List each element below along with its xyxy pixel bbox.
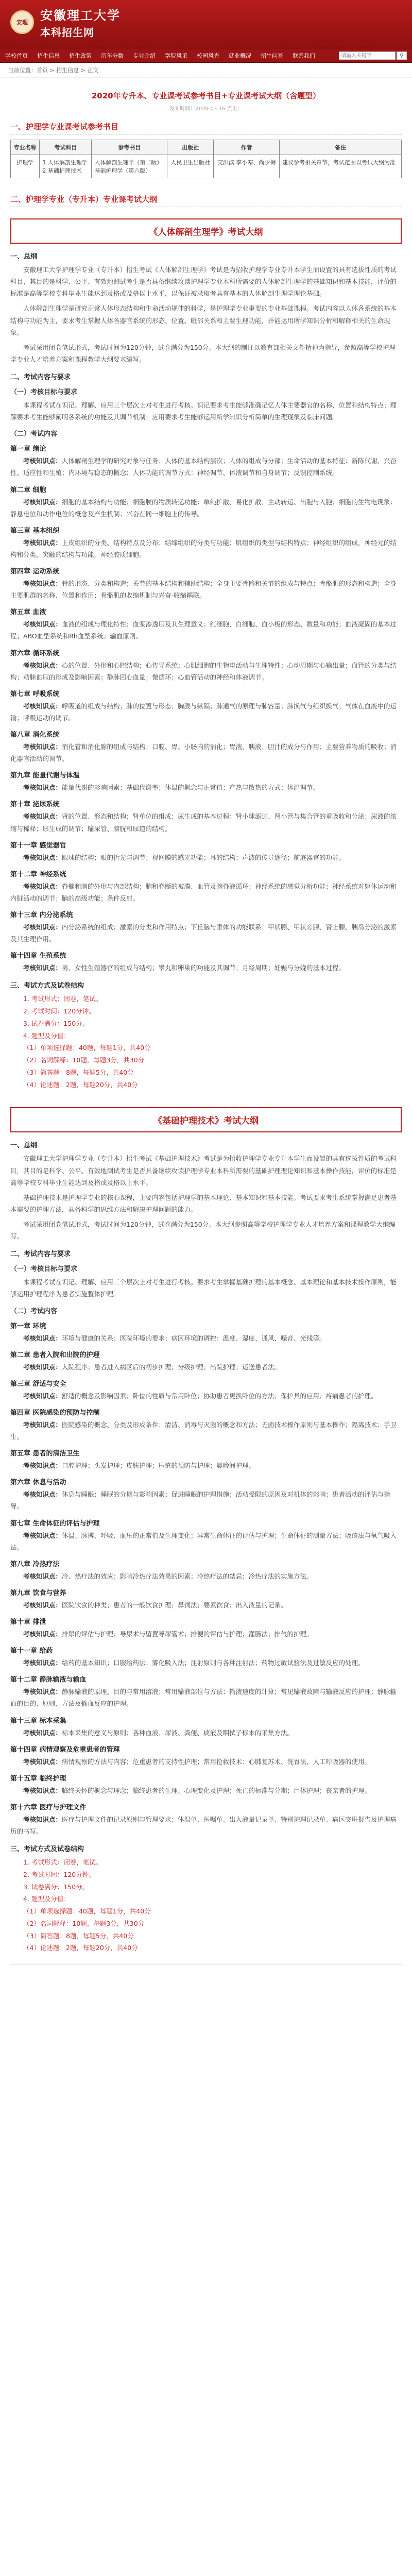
article [10, 78, 402, 1980]
site-header [0, 0, 412, 49]
chapter-description: 男、女性生殖器官的组成与结构；睾丸和卵巢的功能及其调节；月经周期；妊娠与分娩的基本过程。 [62, 964, 346, 972]
chapter-description: 休息与睡眠；睡眠的分期与影响因素；促进睡眠的护理措施；活动受限的原因及对机体的影响；患者活动的评估与指导。 [10, 1490, 390, 1511]
exam-item: （2）名词解释：10题，每题3分，共30分 [23, 1919, 145, 1927]
search-input[interactable] [339, 52, 396, 60]
chapter-title: 第十一章 给药 [10, 1647, 53, 1655]
chapter-content [10, 1814, 402, 1837]
chapter-title: 第四章 运动系统 [10, 568, 60, 575]
chapter-title: 第五章 患者的清洁卫生 [10, 1450, 80, 1458]
chapter-content [10, 852, 402, 863]
exam-item: （4）论述题：2题，每题20分，共40分 [23, 1944, 138, 1952]
chapter-description: 脊髓和脑的外形与内部结构；脑和脊髓的被膜、血管及脑脊液循环；神经系统的感觉分析功能；神经系统对躯体运动和内脏活动的调节；脑的高级功能；条件反射。 [10, 882, 397, 902]
chapter-content [10, 455, 402, 479]
logo[interactable] [10, 5, 402, 39]
chapter-description: 体温、脉搏、呼吸、血压的正常值及生理变化；异常生命体征的评估与护理；生命体征的测量方法；吸痰法与氧气吸入法。 [10, 1531, 397, 1551]
nav-item[interactable]: 校园风光 [197, 53, 219, 59]
chapter-label: 考核知识点： [23, 882, 62, 890]
chapter-list [10, 443, 402, 974]
chapter-description: 医院感染的概念、分类及形成条件；清洁、消毒与灭菌的概念和方法；无菌技术操作原则与基本操作；隔离技术；手卫生。 [10, 1420, 397, 1440]
exam-item: 2. 考试时间：120分钟。 [23, 1007, 95, 1015]
page-title: 2020年专升本、专业课考试参考书目+专业课考试大纲（含题型） [91, 91, 321, 100]
nav-item[interactable]: 就业概况 [229, 53, 251, 59]
chapter-label: 考核知识点： [23, 923, 62, 931]
search-box [339, 52, 407, 60]
chapter-title: 第一章 环境 [10, 1322, 46, 1330]
column-header: 参考书目 [92, 140, 167, 155]
chapter-label: 考核知识点： [23, 1531, 62, 1539]
chapter-content [10, 1570, 402, 1582]
chapter-label: 考核知识点： [23, 1815, 62, 1823]
chapter-description: 呼吸道的组成与结构；肺的位置与形态；胸膜与纵隔；肺通气的原理与肺容量；肺换气与组织换气；气体在血液中的运输；呼吸运动的调节。 [10, 702, 397, 722]
column-header: 考试科目 [40, 140, 92, 155]
chapter-description: 临终关怀的概念与理念；临终患者的生理、心理变化及护理；死亡的标准与分期；尸体护理；丧亲者的护理。 [62, 1786, 371, 1794]
chapter-label: 考核知识点： [23, 1757, 62, 1766]
outline-subheading: （一）考核目标与要求 [10, 388, 78, 396]
column-header: 专业名称 [11, 140, 40, 155]
site-title: 安徽理工大学 [40, 8, 121, 23]
column-header: 备注 [280, 140, 402, 155]
paragraph: 考试采用闭卷笔试形式，考试时间为120分钟，试卷满分为150分。本大纲的制订以教育部相关文件精神为指导，参照高等学校护理学专业人才培养方案和课程教学大纲要求编写。 [10, 343, 396, 363]
chapter-label: 考核知识点： [23, 1688, 62, 1696]
exam-item: 2. 考试时间：120分钟。 [23, 1870, 95, 1878]
chapter-title: 第十三章 标本采集 [10, 1717, 66, 1725]
chapter-title: 第九章 能量代谢与体温 [10, 772, 80, 780]
chapter-label: 考核知识点： [23, 964, 62, 972]
nav-item[interactable]: 历年分数 [101, 53, 124, 59]
paragraph: 基础护理技术是护理学专业的核心课程，主要内容包括护理学的基本理论、基本知识和基本技能。考试要求考生系统掌握满足患者基本需要的护理方法，具备科学的思维方法和解决护理问题的能力。 [10, 1193, 397, 1213]
paragraph: 考试采用闭卷笔试形式，考试时间为120分钟，试卷满分为150分。本大纲参照高等学校护理学专业人才培养方案和课程教学大纲编写。 [10, 1221, 396, 1241]
nav-item[interactable]: 招生政策 [69, 53, 92, 59]
nav-item[interactable]: 专业介绍 [133, 53, 156, 59]
chapter-title: 第六章 循环系统 [10, 649, 60, 657]
chapter-content [10, 1657, 402, 1669]
chapter-content [10, 618, 402, 642]
chapter-title: 第一章 绪论 [10, 445, 46, 453]
chapter-title: 第三章 基本组织 [10, 527, 60, 535]
chapter-description: 细胞的基本结构与功能；细胞膜的物质转运功能：单纯扩散、易化扩散、主动转运、出胞与入胞；细胞的生物电现象：静息电位和动作电位的概念及产生机制；兴奋在同一细胞上的传导。 [10, 498, 397, 518]
chapter-title: 第十二章 神经系统 [10, 870, 66, 878]
chapter-description: 排尿的评估与护理；导尿术与留置导尿管术；排便的评估与护理；灌肠法；排气的护理。 [62, 1630, 313, 1638]
chapter-content [10, 1599, 402, 1611]
main-nav [0, 49, 412, 63]
chapter-content [10, 1390, 402, 1402]
outline-heading: 三、考试方式及试卷结构 [10, 982, 84, 990]
chapter-label: 考核知识点： [23, 457, 62, 465]
chapter-title: 第十四章 生殖系统 [10, 952, 66, 960]
chapter-label: 考核知识点： [23, 498, 62, 506]
outline-subheading: （二）考试内容 [10, 1307, 58, 1315]
outline-heading: 一、总纲 [10, 253, 38, 261]
table-header-row [11, 140, 402, 155]
chapter-description: 医院饮食的种类；患者的一般饮食护理；鼻饲法；要素饮食；出入液量的记录。 [62, 1601, 287, 1609]
chapter-title: 第九章 饮食与营养 [10, 1589, 66, 1597]
outline-subheading: （二）考试内容 [10, 430, 58, 438]
outline-heading: 二、考试内容与要求 [10, 1250, 71, 1259]
chapter-title: 第十章 泌尿系统 [10, 801, 60, 809]
chapter-label: 考核知识点： [23, 1630, 62, 1638]
chapter-label: 考核知识点： [23, 702, 62, 710]
outline-title: 《人体解剖生理学》考试大纲 [10, 218, 402, 244]
outline-heading: 三、考试方式及试卷结构 [10, 1845, 84, 1854]
chapter-title: 第八章 消化系统 [10, 731, 60, 739]
table-cell: 1.人体解剖生理学 2.基础护理技术 [40, 155, 92, 178]
chapter-label: 考核知识点： [23, 1420, 62, 1429]
chapter-description: 静脉输液的原理、目的与常用溶液；常用输液部位与方法；输液速度的计算；常见输液故障与输液反应的护理；静脉输血的目的、原则、方法及输血反应的护理。 [10, 1688, 397, 1708]
chapter-title: 第十五章 临终护理 [10, 1774, 66, 1783]
chapter-title: 第八章 冷热疗法 [10, 1560, 60, 1568]
paragraph: 安徽理工大学护理学专业（专升本）招生考试《基础护理技术》考试是为招收护理学专业专升本学生而设置的具有选拔性质的考试科目，其目的是科学、公平、有效地测试考生是否具备继续攻读护理学专业本科所需要的基础护理理论知识和基本操作技能，评价的标准是高等学校专科毕业生能达到及格或及格以上水平。 [10, 1155, 397, 1187]
table-cell: 艾洪滨 李小寒、尚少梅 [214, 155, 280, 178]
chapter-description: 骨的形态、分类和构造；关节的基本结构和辅助结构；全身主要骨骼和关节的组成与特点；骨骼肌的形态和构造；全身主要肌群的名称、位置和作用；骨骼肌的收缩机制与兴奋-收缩耦联。 [10, 580, 397, 600]
site-subtitle: 本科招生网 [40, 26, 94, 39]
chapter-label: 考核知识点： [23, 1490, 62, 1499]
chapter-label: 考核知识点： [23, 1334, 62, 1342]
chapter-label: 考核知识点： [23, 580, 62, 587]
chapter-content [10, 782, 402, 793]
chapter-label: 考核知识点： [23, 812, 62, 821]
chapter-content [10, 1727, 402, 1739]
chapter-description: 病情观察的方法与内容；危重患者的支持性护理；常用抢救技术：心肺复苏术、洗胃法、人工呼吸器的使用。 [62, 1757, 371, 1766]
chapter-description: 冷、热疗法的效应；影响冷热疗法效果的因素；冷热疗法的禁忌；冷热疗法的实施方法。 [62, 1572, 313, 1580]
chapter-description: 消化管和消化腺的组成与结构；口腔、胃、小肠内的消化；胃液、胰液、胆汁的成分与作用；主要营养物质的吸收；消化器官活动的调节。 [10, 743, 397, 763]
chapter-content [10, 659, 402, 683]
breadcrumb: 当前位置：首页 > 招生信息 > 正文 [0, 63, 412, 78]
chapter-title: 第三章 舒适与安全 [10, 1380, 66, 1388]
chapter-title: 第四章 医院感染的预防与控制 [10, 1409, 100, 1417]
column-header: 作者 [214, 140, 280, 155]
exam-structure-list [10, 1856, 402, 1954]
exam-item: 3. 试卷满分：150分。 [23, 1883, 89, 1891]
exam-item: （1）单项选择题：40题，每题1分，共40分 [23, 1044, 151, 1052]
chapter-content [10, 537, 402, 561]
outline-subheading: （一）考核目标与要求 [10, 1265, 78, 1274]
chapter-description: 内分泌系统的组成；激素的分类和作用特点；下丘脑与垂体的功能联系；甲状腺、甲状旁腺、肾上腺、胰岛分泌的激素及其生理作用。 [10, 923, 397, 943]
chapter-title: 第二章 患者入院和出院的护理 [10, 1351, 100, 1359]
chapter-content [10, 810, 402, 834]
chapter-content [10, 880, 402, 904]
chapter-content [10, 1785, 402, 1797]
chapter-description: 人体解剖生理学的研究对象与任务；人体的基本结构层次；人体的组成与分部；生命活动的基本特征：新陈代谢、兴奋性、适应性和生殖；内环境与稳态的概念；人体功能的调节方式：神经调节、体液调节和自身调节；反馈控制系统。 [10, 457, 397, 477]
outline-title: 《基础护理技术》考试大纲 [10, 1107, 402, 1132]
chapter-content [10, 741, 402, 765]
chapter-content [10, 1361, 402, 1373]
university-seal-icon: 安理 [10, 10, 34, 34]
chapter-content [10, 1332, 402, 1344]
table-cell: 人体解剖生理学（第二版） 基础护理学（第六版） [92, 155, 167, 178]
chapter-label: 考核知识点： [23, 1462, 62, 1470]
chapter-title: 第十六章 医疗与护理文件 [10, 1803, 87, 1811]
chapter-description: 标本采集的意义与原则；各种血液、尿液、粪便、痰液及咽拭子标本的采集方法。 [62, 1728, 294, 1737]
chapter-description: 环境与健康的关系；医院环境的要求；病区环境的调控：温度、湿度、通风、噪音、光线等。 [62, 1334, 326, 1342]
chapter-description: 眼球的结构；眼的折光与调节；视网膜的感光功能；耳的结构；声波的传导途径；前庭器官的功能。 [62, 853, 346, 861]
chapter-label: 考核知识点： [23, 853, 62, 861]
chapter-description: 心的位置、外形和心腔结构；心传导系统；心肌细胞的生物电活动与生理特性；心动周期与心输出量；血管的分类与结构；动脉血压的形成及影响因素；静脉回心血量；微循环；心血管活动的神经和体液调节。 [10, 661, 397, 681]
chapter-description: 医疗与护理文件的记录原则与管理要求；体温单、医嘱单、出入液量记录单、特别护理记录单、病区交班报告及护理病历的书写。 [10, 1815, 397, 1835]
table-row [11, 155, 402, 178]
table-cell: 建议参考相关章节，考试范围以考试大纲为准 [280, 155, 402, 178]
chapter-label: 考核知识点： [23, 1659, 62, 1667]
chapter-content [10, 700, 402, 724]
chapter-label: 考核知识点： [23, 538, 62, 547]
exam-item: 3. 试卷满分：150分。 [23, 1019, 89, 1027]
chapter-title: 第十二章 静脉输液与输血 [10, 1676, 87, 1684]
exam-item: 4. 题型及分值： [23, 1031, 70, 1040]
chapter-label: 考核知识点： [23, 1363, 62, 1371]
exam-item: 1. 考试形式：闭卷，笔试。 [23, 995, 102, 1003]
chapter-title: 第十三章 内分泌系统 [10, 911, 73, 919]
paragraph: 本课程考试在识记、理解、应用三个层次上对考生进行考核。要求考生掌握基础护理的基本概念、基本理论和基本技术操作原则，能够运用护理程序为患者实施整体护理。 [10, 1278, 397, 1298]
chapter-content [10, 921, 402, 945]
chapter-label: 考核知识点： [23, 1392, 62, 1400]
exam-item: 4. 题型及分值： [23, 1895, 70, 1903]
chapter-description: 入院程序；患者进入病区后的初步护理；分级护理；出院护理；运送患者法。 [62, 1363, 281, 1371]
chapter-title: 第十四章 病情观察及危重患者的管理 [10, 1745, 120, 1754]
exam-item: （3）简答题：8题，每题5分，共40分 [23, 1931, 134, 1940]
article-meta: 发布时间：2020-03-16 点击： [169, 106, 243, 112]
outline-heading: 二、考试内容与要求 [10, 374, 71, 381]
chapter-content [10, 1756, 402, 1768]
chapter-label: 考核知识点： [23, 1786, 62, 1794]
chapter-label: 考核知识点： [23, 1728, 62, 1737]
chapter-label: 考核知识点： [23, 1572, 62, 1580]
exam-item: （4）论述题：2题，每题20分，共40分 [23, 1080, 138, 1089]
column-header: 出版社 [167, 140, 214, 155]
exam-structure-list [10, 993, 402, 1091]
exam-item: （2）名词解释：10题，每题3分，共30分 [23, 1056, 145, 1064]
chapter-description: 给药的基本知识；口服给药法；雾化吸入法；注射原则与各种注射法；药物过敏试验法及过敏反应的处理。 [62, 1659, 365, 1667]
chapter-title: 第七章 呼吸系统 [10, 690, 60, 698]
chapter-content [10, 578, 402, 601]
nav-item[interactable]: 学校首页 [5, 53, 28, 59]
exam-item: 1. 考试形式：闭卷，笔试。 [23, 1858, 102, 1867]
chapter-label: 考核知识点： [23, 784, 62, 792]
chapter-content [10, 962, 402, 974]
divider [10, 1964, 402, 1965]
table-cell: 人民卫生出版社 [167, 155, 214, 178]
chapter-description: 上皮组织的分类、结构特点及分布；结缔组织的分类与功能；肌组织的类型与结构特点；神经组织的组成，神经元的结构和分类，突触的结构与功能，神经胶质细胞。 [10, 538, 397, 558]
table-cell: 护理学 [11, 155, 40, 178]
outline-heading: 一、总纲 [10, 1142, 38, 1150]
paragraph: 人体解剖生理学是研究正常人体形态结构和生命活动规律的科学，是护理学专业重要的专业基础课程。考试内容以人体各系统的基本结构与功能为主，要求考生掌握人体各器官系统的形态、位置、毗邻关系和主要生理功能，并能运用所学知识分析和解释相关的生命现象。 [10, 304, 397, 336]
exam-item: （1）单项选择题：40题，每题1分，共40分 [23, 1907, 151, 1916]
paragraph: 安徽理工大学护理学专业（专升本）招生考试《人体解剖生理学》考试是为招收护理学专业专升本学生而设置的具有选拔性质的考试科目，其目的是科学、公平、有效地测试考生是否具备继续攻读护理学专业本科所需要的人体解剖生理学的基础知识和基本技能，评价的标准是高等学校专科毕业生能达到及格或及格以上水平，以保证被录取者具有基本的人体解剖生理学理论基础。 [10, 266, 397, 298]
section-heading: 一、护理学专业课考试参考书目 [10, 121, 402, 134]
chapter-description: 口腔护理；头发护理；皮肤护理；压疮的预防与护理；晨晚间护理。 [62, 1462, 255, 1470]
chapter-description: 肾的位置、形态和结构；肾单位的组成；尿生成的基本过程：肾小球滤过、肾小管与集合管的重吸收和分泌；尿液的浓缩与稀释；尿生成的调节；输尿管、膀胱和尿道的结构。 [10, 812, 397, 833]
exam-item: （3）简答题：8题，每题5分，共40分 [23, 1068, 134, 1076]
chapter-title: 第二章 细胞 [10, 486, 46, 494]
chapter-title: 第七章 生命体征的评估与护理 [10, 1519, 100, 1528]
nav-item[interactable]: 联系我们 [293, 53, 315, 59]
chapter-label: 考核知识点： [23, 743, 62, 751]
chapter-content [10, 496, 402, 520]
search-icon[interactable]: ⚲ [397, 52, 407, 60]
chapter-description: 血液的组成与理化特性；血浆渗透压及其生理意义；红细胞、白细胞、血小板的形态、数量和功能；血液凝固的基本过程；ABO血型系统和Rh血型系统；输血原则。 [10, 620, 397, 640]
section-heading: 二、护理学专业（专升本）专业课考试大纲 [10, 194, 402, 207]
chapter-description: 能量代谢的影响因素；基础代谢率；体温的概念与正常值；产热与散热的方式；体温调节。 [62, 784, 320, 792]
chapter-content [10, 1419, 402, 1443]
chapter-content [10, 1488, 402, 1512]
chapter-description: 舒适的概念及影响因素；卧位的性质与常用卧位；协助患者更换卧位的方法；保护具的应用；疼痛患者的护理。 [62, 1392, 377, 1400]
chapter-label: 考核知识点： [23, 1601, 62, 1609]
chapter-title: 第五章 血液 [10, 608, 46, 617]
chapter-content [10, 1686, 402, 1709]
reference-books-table [10, 140, 402, 178]
nav-item[interactable]: 招生问答 [261, 53, 283, 59]
chapter-content [10, 1530, 402, 1553]
chapter-list [10, 1320, 402, 1838]
chapter-label: 考核知识点： [23, 661, 62, 669]
paragraph: 本课程考试在识记、理解、应用三个层次上对考生进行考核。识记要求考生能够准确记忆人体主要器官的名称、位置和结构特点；理解要求考生能够阐明各系统的功能及其调节机制；应用要求考生能够运用所学知识分析简单的生理现象及临床问题。 [10, 401, 397, 421]
chapter-title: 第十一章 感觉器官 [10, 841, 66, 850]
chapter-title: 第十章 排泄 [10, 1618, 46, 1626]
nav-item[interactable]: 招生信息 [37, 53, 60, 59]
chapter-title: 第六章 休息与活动 [10, 1479, 66, 1487]
chapter-content [10, 1460, 402, 1471]
chapter-label: 考核知识点： [23, 620, 62, 629]
nav-item[interactable]: 学院风采 [165, 53, 187, 59]
chapter-content [10, 1628, 402, 1640]
